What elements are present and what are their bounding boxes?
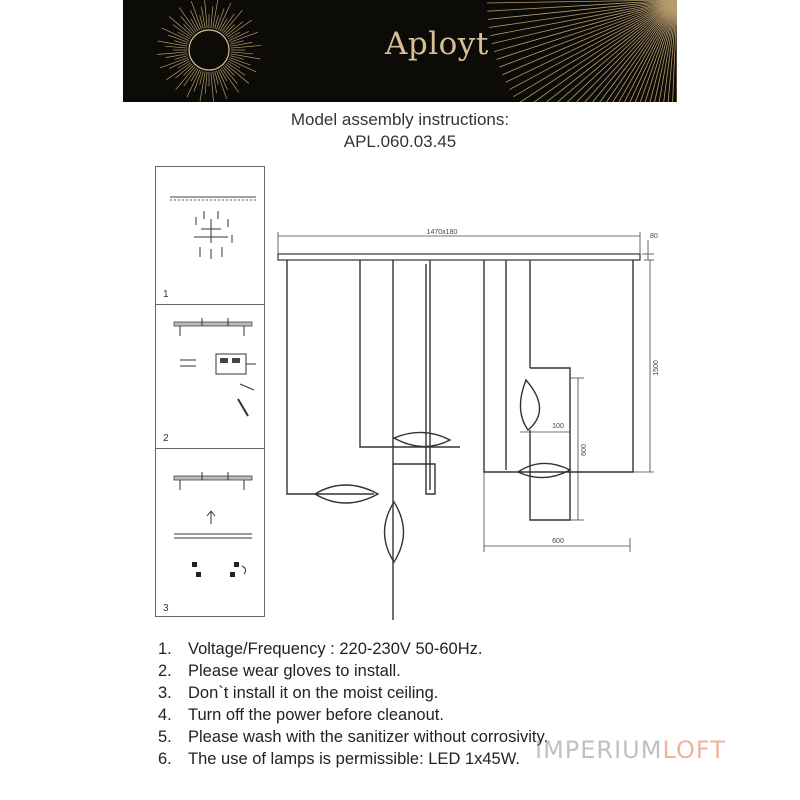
corner-ray — [562, 0, 677, 102]
note-item: 3. Don`t install it on the moist ceiling. — [158, 684, 439, 702]
note-item: 2. Please wear gloves to install. — [158, 662, 401, 680]
watermark — [535, 736, 726, 764]
sun-ray — [231, 45, 261, 48]
module-depth-label: 100 — [552, 423, 564, 430]
sun-ray — [213, 0, 218, 28]
sun-ray — [231, 52, 253, 54]
corner-ray — [527, 0, 677, 102]
assembly-steps-panel — [155, 166, 265, 617]
step-1 — [156, 167, 264, 305]
step-1-illustration — [156, 167, 264, 304]
sun-ray — [205, 72, 207, 94]
brand-logo: Aployt — [385, 26, 489, 62]
note-item: 5. Please wash with the sanitizer without corrosivity. — [158, 728, 549, 746]
sun-ray — [181, 16, 195, 33]
note-item: 1. Voltage/Frequency : 220-230V 50-60Hz. — [158, 640, 483, 658]
step-2-illustration — [156, 304, 264, 448]
note-item: 6. The use of lamps is permissible: LED 1x45W. — [158, 750, 520, 768]
step-3 — [156, 448, 264, 618]
installation-notes — [158, 638, 548, 770]
sun-ray — [222, 14, 235, 32]
canopy-height-label: 80 — [650, 233, 658, 240]
sun-ray — [223, 67, 237, 84]
model-number: APL.060.03.45 — [343, 132, 457, 151]
sun-ray — [175, 64, 192, 78]
sun-ray — [165, 46, 187, 48]
sun-ray — [157, 52, 187, 55]
sun-ring — [189, 30, 229, 70]
step-1-number: 1 — [163, 289, 169, 300]
watermark-part2: LOFT — [662, 736, 726, 764]
drop-dimension-label: 1500 — [653, 360, 660, 376]
page-title: Model assembly instructions: — [290, 110, 510, 129]
sun-ray — [227, 63, 245, 76]
sun-ray — [173, 25, 191, 38]
sun-ray — [226, 22, 243, 36]
note-item: 4. Turn off the power before cleanout. — [158, 706, 444, 724]
sun-ray — [231, 54, 261, 59]
step-3-illustration — [156, 448, 264, 618]
module-width-label: 600 — [552, 538, 564, 545]
sun-ray — [204, 0, 207, 28]
sun-ray — [200, 72, 205, 102]
sun-ray — [184, 68, 197, 86]
sun-ray — [201, 7, 205, 29]
watermark-part1: IMPERIUM — [535, 736, 663, 764]
step-3-number: 3 — [163, 603, 169, 614]
step-2-number: 2 — [163, 433, 169, 444]
sun-ray — [158, 41, 188, 46]
sun-ray — [231, 42, 253, 46]
sun-ray — [166, 54, 188, 58]
step-2 — [156, 304, 264, 449]
width-dimension-label: 1470x180 — [426, 229, 458, 236]
sun-ray — [211, 72, 214, 102]
sun-ray — [211, 6, 213, 28]
lamp-dimension-drawing — [270, 220, 670, 625]
module-height-label: 600 — [581, 444, 588, 456]
sun-ray — [213, 72, 217, 94]
brand-banner — [123, 0, 677, 102]
